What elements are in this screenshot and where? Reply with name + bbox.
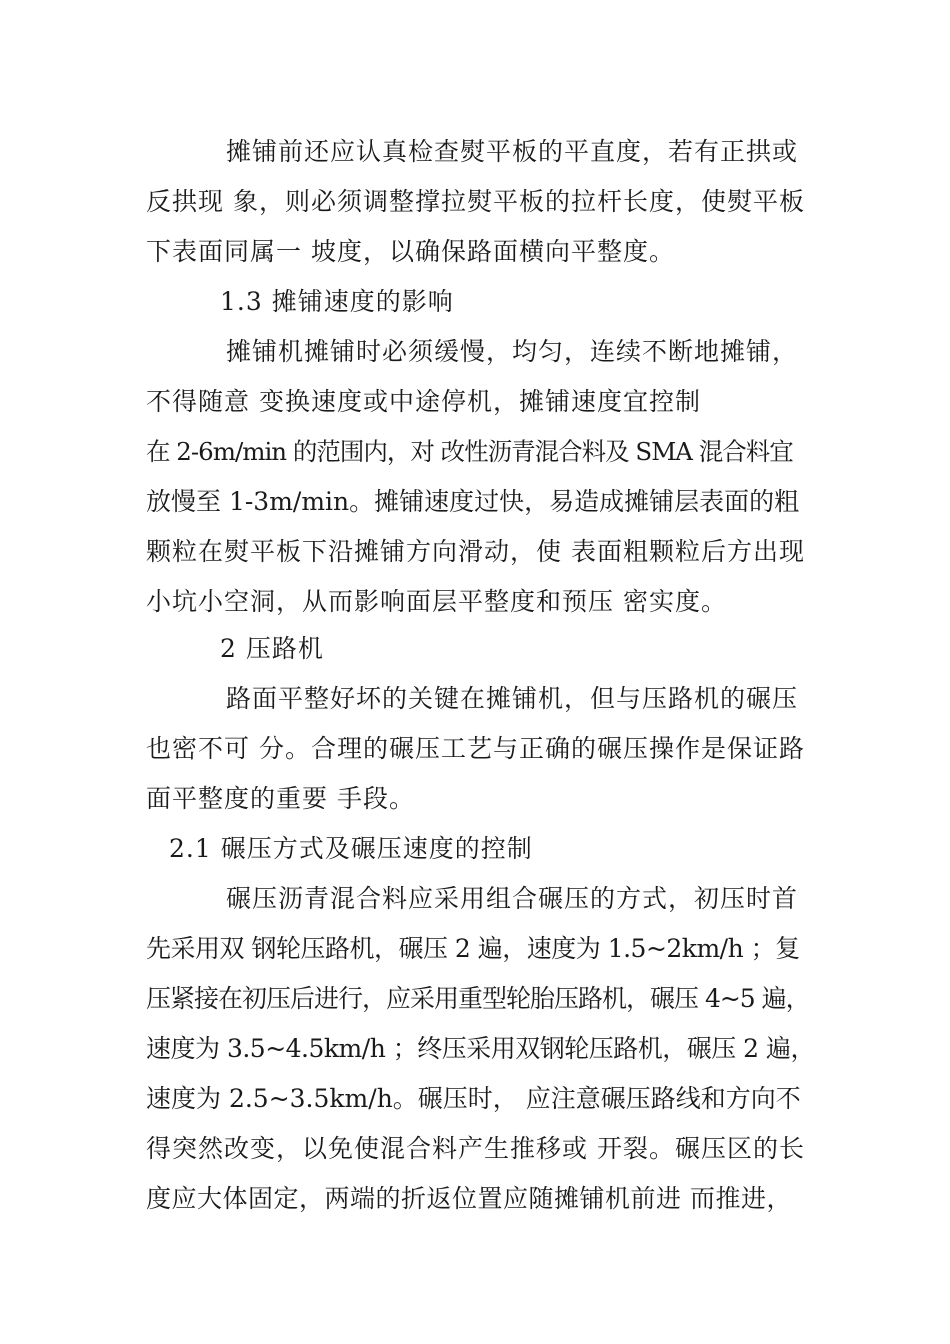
text-line: 压紧接在初压后进行，应采用重型轮胎压路机，碾压 4~5 遍， (146, 984, 810, 1013)
text-line: 放慢至 1-3m/min。摊铺速度过快，易造成摊铺层表面的粗 (146, 487, 800, 516)
text-line: 下表面同属一 坡度，以确保路面横向平整度。 (146, 237, 675, 266)
text-line: 也密不可 分。合理的碾压工艺与正确的碾压操作是保证路 (146, 734, 805, 763)
text-line: 反拱现 象，则必须调整撑拉熨平板的拉杆长度，使熨平板 (146, 187, 805, 216)
section-heading: 2 压路机 (220, 634, 324, 663)
text-line: 速度为 3.5~4.5km/h ；终压采用双钢轮压路机，碾压 2 遍， (146, 1034, 816, 1063)
text-line: 碾压沥青混合料应采用组合碾压的方式，初压时首 (226, 884, 799, 913)
text-line: 不得随意 变换速度或中途停机，摊铺速度宜控制 (146, 387, 701, 416)
text-line: 摊铺机摊铺时必须缓慢，均匀，连续不断地摊铺， (226, 337, 799, 366)
text-line: 先采用双 钢轮压路机，碾压 2 遍，速度为 1.5~2km/h ；复 (146, 934, 800, 963)
text-line: 在 2-6m/min 的范围内，对 改性沥青混合料及 SMA 混合料宜 (146, 437, 793, 466)
text-line: 度应大体固定，两端的折返位置应随摊铺机前进 而推进， (146, 1184, 792, 1213)
section-heading: 2.1 碾压方式及碾压速度的控制 (169, 834, 533, 863)
text-line: 得突然改变，以免使混合料产生推移或 开裂。碾压区的长 (146, 1134, 805, 1163)
section-heading: 1.3 摊铺速度的影响 (220, 287, 454, 316)
text-line: 小坑小空洞，从而影响面层平整度和预压 密实度。 (146, 587, 727, 616)
text-line: 颗粒在熨平板下沿摊铺方向滑动，使 表面粗颗粒后方出现 (146, 537, 805, 566)
text-line: 面平整度的重要 手段。 (146, 784, 415, 813)
text-line: 速度为 2.5~3.5km/h。碾压时， 应注意碾压路线和方向不 (146, 1084, 801, 1113)
text-line: 路面平整好坏的关键在摊铺机，但与压路机的碾压 (226, 684, 799, 713)
text-line: 摊铺前还应认真检查熨平板的平直度，若有正拱或 (226, 137, 799, 166)
